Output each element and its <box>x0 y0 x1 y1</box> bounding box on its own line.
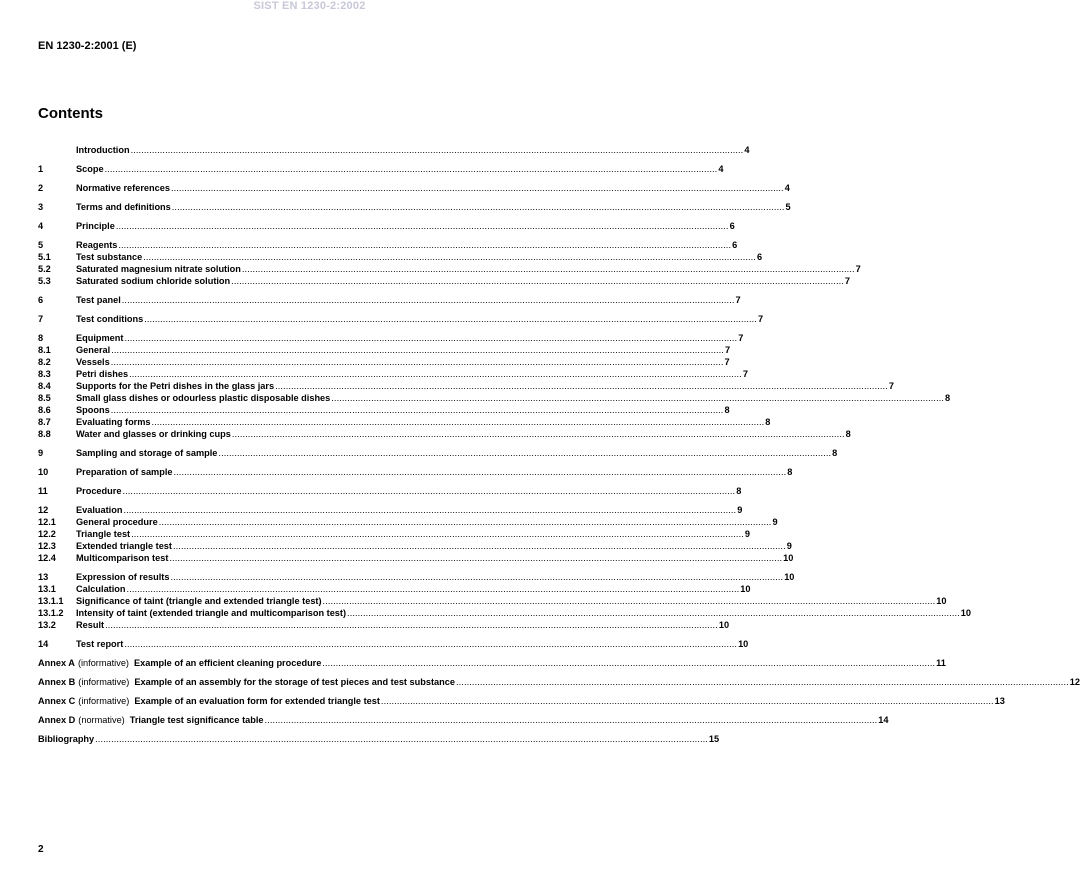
toc-entry-number: 8.8 <box>38 429 51 439</box>
toc-entry-title: Triangle test <box>76 529 131 539</box>
toc-entry-title: Evaluating forms <box>76 417 151 427</box>
toc-entry-page: 7 <box>724 345 731 355</box>
toc-entry-number: 12.4 <box>38 553 56 563</box>
annex-label: Annex C <box>38 696 76 706</box>
toc-entry-page: 9 <box>772 517 778 527</box>
toc-entry-number: 3 <box>38 202 44 212</box>
dot-leader <box>159 516 772 528</box>
toc-entry-title: Calculation <box>76 584 126 594</box>
toc-entry-title: Water and glasses or drinking cups <box>76 429 231 439</box>
annex-title: Example of an assembly for the storage of test pieces and test substance <box>134 677 455 687</box>
dot-leader <box>242 263 855 275</box>
toc-entry-number: 12.2 <box>38 529 56 539</box>
annex-normativity: (informative) <box>77 658 129 668</box>
toc-entry[interactable] <box>38 619 730 631</box>
dot-leader <box>381 695 994 707</box>
toc-entry-number: 13.1.2 <box>38 608 64 618</box>
toc-entry-number: 14 <box>38 639 49 649</box>
annex-page: 11 <box>936 658 946 668</box>
toc-entry-page: 7 <box>888 381 894 391</box>
toc-entry-page: 7 <box>738 333 744 343</box>
toc-bibliography-entry[interactable] <box>38 733 720 745</box>
toc-entry-page: 5 <box>785 202 791 212</box>
dot-leader <box>331 392 944 404</box>
toc-entry-page: 9 <box>786 541 792 551</box>
annex-normativity: (informative) <box>78 696 130 706</box>
dot-leader <box>124 332 737 344</box>
dot-leader <box>131 144 744 156</box>
toc-entry[interactable] <box>38 182 790 194</box>
toc-entry[interactable] <box>38 251 763 263</box>
dot-leader <box>322 657 935 669</box>
toc-entry[interactable] <box>38 638 749 650</box>
toc-entry-title: Scope <box>76 164 104 174</box>
toc-entry-number: 12.1 <box>38 517 56 527</box>
toc-entry-number: 12 <box>38 505 49 515</box>
toc-entry-number: 8.3 <box>38 369 51 379</box>
toc-entry[interactable] <box>38 144 750 156</box>
toc-annex-entry[interactable] <box>38 657 946 669</box>
toc-annex-entry[interactable] <box>38 714 889 726</box>
toc-entry-number: 5.2 <box>38 264 51 274</box>
toc-entry-number: 5 <box>38 240 44 250</box>
toc-entry-number: 6 <box>38 295 44 305</box>
toc-entry-page: 10 <box>960 608 972 618</box>
toc-entry[interactable] <box>38 516 778 528</box>
toc-entry[interactable] <box>38 275 851 287</box>
toc-entry-page: 6 <box>729 221 735 231</box>
dot-leader <box>105 163 718 175</box>
toc-entry-title: General <box>76 345 111 355</box>
toc-entry[interactable] <box>38 201 791 213</box>
toc-entry-title: General procedure <box>76 517 158 527</box>
toc-entry-page: 8 <box>724 405 730 415</box>
dot-leader <box>456 676 1069 688</box>
dot-leader <box>129 368 742 380</box>
toc-entry[interactable] <box>38 404 730 416</box>
toc-entry-number: 13.2 <box>38 620 56 630</box>
toc-entry-title: Extended triangle test <box>76 541 172 551</box>
toc-entry-page: 7 <box>742 369 748 379</box>
dot-leader <box>127 583 740 595</box>
toc-entry-number: 8.1 <box>38 345 51 355</box>
toc-entry[interactable] <box>38 368 748 380</box>
dot-leader <box>170 571 783 583</box>
toc-entry-number: 12.3 <box>38 541 56 551</box>
toc-entry-title: Sampling and storage of sample <box>76 448 218 458</box>
dot-leader <box>169 552 782 564</box>
toc-entry-title: Saturated sodium chloride solution <box>76 276 231 286</box>
toc-entry-title: Principle <box>76 221 115 231</box>
toc-entry-page: 7 <box>844 276 851 286</box>
toc-entry[interactable] <box>38 313 764 325</box>
toc-entry-title: Result <box>76 620 105 630</box>
toc-entry[interactable] <box>38 528 750 540</box>
dot-leader <box>275 380 888 392</box>
toc-entry-number: 8.5 <box>38 393 51 403</box>
toc-entry[interactable] <box>38 540 792 552</box>
toc-entry-title: Test panel <box>76 295 121 305</box>
toc-entry[interactable] <box>38 595 947 607</box>
toc-entry-number: 2 <box>38 183 44 193</box>
annex-label: Annex D <box>38 715 76 725</box>
annex-label: Annex A <box>38 658 75 668</box>
toc-entry-page: 7 <box>735 295 741 305</box>
toc-entry-number: 10 <box>38 467 49 477</box>
toc-entry-number: 13.1 <box>38 584 56 594</box>
toc-entry-number: 8.6 <box>38 405 51 415</box>
toc-entry[interactable] <box>38 380 894 392</box>
toc-entry[interactable] <box>38 416 771 428</box>
toc-entry-page: 8 <box>845 429 851 439</box>
dot-leader <box>105 619 718 631</box>
dot-leader <box>144 313 757 325</box>
toc-entry-title: Normative references <box>76 183 170 193</box>
toc-entry-number: 8 <box>38 333 44 343</box>
toc-entry-number: 9 <box>38 448 44 458</box>
dot-leader <box>172 201 785 213</box>
toc-entry-page: 10 <box>740 584 751 594</box>
toc-entry[interactable] <box>38 344 731 356</box>
dot-leader <box>218 447 831 459</box>
toc-entry-page: 8 <box>945 393 951 403</box>
toc-entry-page: 4 <box>718 164 724 174</box>
dot-leader <box>123 504 736 516</box>
toc-entry-title: Evaluation <box>76 505 123 515</box>
toc-entry-page: 10 <box>738 639 749 649</box>
toc-entry-title: Equipment <box>76 333 124 343</box>
toc-annex-entry[interactable] <box>38 695 1005 707</box>
dot-leader <box>131 528 744 540</box>
annex-page: 14 <box>878 715 889 725</box>
toc-entry-page: 8 <box>736 486 742 496</box>
dot-leader <box>122 294 735 306</box>
dot-leader <box>171 182 784 194</box>
toc-entry[interactable] <box>38 220 735 232</box>
toc-entry-title: Expression of results <box>76 572 170 582</box>
toc-entry[interactable] <box>38 504 743 516</box>
toc-entry[interactable] <box>38 356 730 368</box>
dot-leader <box>347 607 960 619</box>
dot-leader <box>231 275 844 287</box>
toc-entry-title: Test substance <box>76 252 143 262</box>
toc-entry[interactable] <box>38 428 851 440</box>
annex-page: 12 <box>1069 677 1080 687</box>
toc-entry-page: 8 <box>787 467 793 477</box>
toc-entry-title: Procedure <box>76 486 122 496</box>
toc-entry[interactable] <box>38 263 861 275</box>
watermark: SIST EN 1230-2:2002 <box>253 0 366 12</box>
toc-entry[interactable] <box>38 392 951 404</box>
dot-leader <box>173 540 786 552</box>
toc-entry[interactable] <box>38 485 742 497</box>
toc-entry-title: Petri dishes <box>76 369 129 379</box>
toc-entry-page: 10 <box>718 620 730 630</box>
toc-entry-title: Small glass dishes or odourless plastic disposable dishes <box>76 393 331 403</box>
dot-leader <box>174 466 787 478</box>
toc-entry-page: 10 <box>936 596 947 606</box>
annex-normativity: (normative) <box>78 715 125 725</box>
toc-entry-title: Spoons <box>76 405 110 415</box>
page-title: Contents <box>38 105 103 122</box>
toc-entry-page: 8 <box>832 448 838 458</box>
toc-entry-page: 10 <box>784 572 795 582</box>
toc-entry-page: 7 <box>724 357 730 367</box>
dot-leader <box>265 714 878 726</box>
toc-entry-title: Multicomparison test <box>76 553 169 563</box>
toc-entry-title: Significance of taint (triangle and extended triangle test) <box>76 596 322 606</box>
annex-normativity: (informative) <box>78 677 130 687</box>
toc-entry-number: 4 <box>38 221 44 231</box>
dot-leader <box>143 251 756 263</box>
toc-entry-title: Intensity of taint (extended triangle and multicomparison test) <box>76 608 347 618</box>
toc-entry[interactable] <box>38 163 724 175</box>
annex-title: Triangle test significance table <box>129 715 264 725</box>
toc-entry[interactable] <box>38 552 794 564</box>
dot-leader <box>152 416 765 428</box>
toc-entry-number: 1 <box>38 164 44 174</box>
table-of-contents <box>38 144 1080 745</box>
dot-leader <box>111 356 724 368</box>
toc-entry-title: Test conditions <box>76 314 144 324</box>
toc-entry[interactable] <box>38 294 741 306</box>
dot-leader <box>111 404 724 416</box>
toc-entry-title: Supports for the Petri dishes in the glass jars <box>76 381 275 391</box>
toc-entry-title: Test report <box>76 639 124 649</box>
toc-entry-number: 11 <box>38 486 48 496</box>
document-id: EN 1230-2:2001 (E) <box>38 40 137 52</box>
dot-leader <box>122 485 735 497</box>
bibliography-title: Bibliography <box>38 734 95 744</box>
toc-entry-page: 7 <box>855 264 861 274</box>
toc-entry-page: 4 <box>744 145 750 155</box>
toc-entry[interactable] <box>38 332 744 344</box>
dot-leader <box>232 428 845 440</box>
toc-entry-page: 8 <box>765 417 771 427</box>
toc-entry[interactable] <box>38 571 795 583</box>
toc-entry[interactable] <box>38 466 793 478</box>
dot-leader <box>95 733 708 745</box>
annex-page: 13 <box>994 696 1005 706</box>
annex-label: Annex B <box>38 677 76 687</box>
toc-entry[interactable] <box>38 447 838 459</box>
toc-entry[interactable] <box>38 239 738 251</box>
dot-leader <box>116 220 729 232</box>
toc-entry-number: 13.1.1 <box>38 596 64 606</box>
dot-leader <box>124 638 737 650</box>
toc-entry-number: 13 <box>38 572 49 582</box>
toc-annex-entry[interactable] <box>38 676 1080 688</box>
toc-entry-number: 5.1 <box>38 252 51 262</box>
toc-entry-number: 8.2 <box>38 357 51 367</box>
dot-leader <box>323 595 936 607</box>
toc-entry-title: Reagents <box>76 240 118 250</box>
dot-leader <box>111 344 724 356</box>
toc-entry-number: 5.3 <box>38 276 51 286</box>
page-number: 2 <box>38 844 44 855</box>
toc-entry-number: 8.7 <box>38 417 51 427</box>
toc-entry[interactable] <box>38 583 751 595</box>
toc-entry-page: 9 <box>737 505 743 515</box>
toc-entry-title: Saturated magnesium nitrate solution <box>76 264 241 274</box>
bibliography-page: 15 <box>708 734 720 744</box>
toc-entry-page: 6 <box>756 252 763 262</box>
toc-entry-number: 8.4 <box>38 381 51 391</box>
annex-title: Example of an efficient cleaning procedure <box>134 658 322 668</box>
toc-entry-title: Vessels <box>76 357 110 367</box>
annex-title: Example of an evaluation form for extended triangle test <box>134 696 380 706</box>
toc-entry-title: Preparation of sample <box>76 467 173 477</box>
dot-leader <box>118 239 731 251</box>
toc-entry-page: 7 <box>757 314 764 324</box>
toc-entry-page: 9 <box>744 529 750 539</box>
toc-entry-title: Terms and definitions <box>76 202 171 212</box>
toc-entry-page: 10 <box>783 553 794 563</box>
toc-entry[interactable] <box>38 607 972 619</box>
toc-entry-title: Introduction <box>76 145 130 155</box>
toc-entry-page: 6 <box>732 240 738 250</box>
toc-entry-page: 4 <box>784 183 790 193</box>
toc-entry-number: 7 <box>38 314 44 324</box>
